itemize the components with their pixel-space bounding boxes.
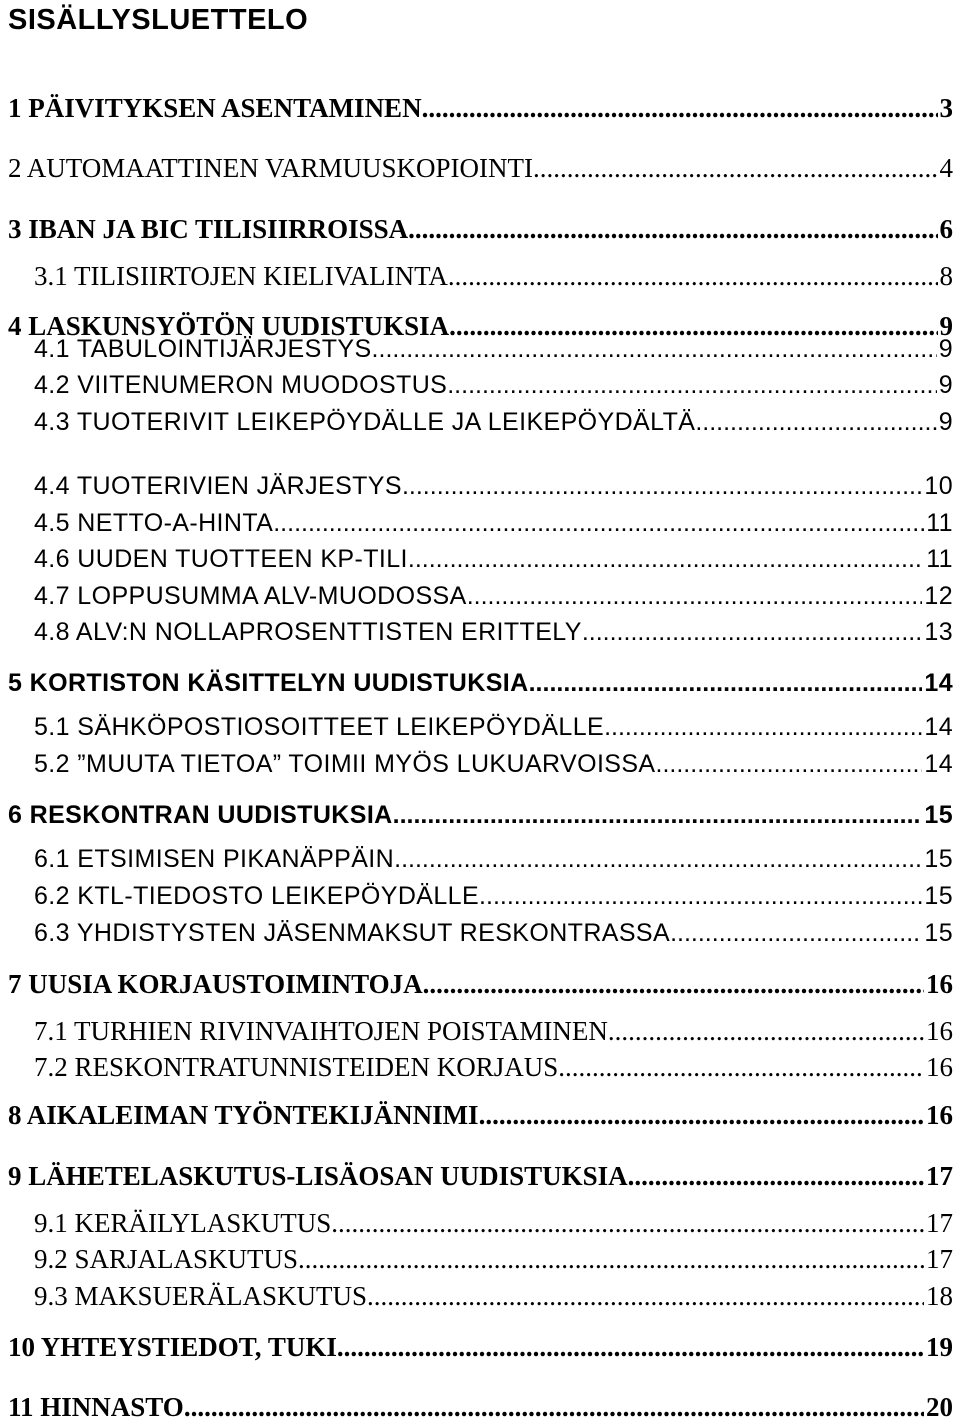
- toc-page-number: 16: [926, 969, 953, 999]
- toc-entry-title: 5 KORTISTON KÄSITTELYN UUDISTUKSIA: [8, 669, 529, 697]
- toc-dot-leader: [423, 966, 924, 1002]
- toc-entry[interactable]: [34, 841, 953, 877]
- toc-page-number: 18: [926, 1281, 953, 1311]
- toc-page-number: 19: [926, 1332, 953, 1362]
- toc-entry[interactable]: [8, 90, 953, 126]
- toc-entry-title: 2 AUTOMAATTINEN VARMUUSKOPIOINTI: [8, 153, 534, 183]
- toc-entry[interactable]: [34, 614, 953, 650]
- toc-entry[interactable]: [8, 1329, 953, 1365]
- toc-page-number: 6: [939, 214, 953, 244]
- toc-entry-title: 4.8 ALV:N NOLLAPROSENTTISTEN ERITTELY: [34, 618, 582, 646]
- toc-page-number: 8: [939, 261, 953, 291]
- toc-page-number: 9: [938, 335, 953, 363]
- toc-dot-leader: [337, 1329, 924, 1365]
- toc-dot-leader: [656, 746, 923, 782]
- toc-entry[interactable]: [34, 258, 953, 294]
- toc-entry[interactable]: [34, 915, 953, 951]
- toc-entry-title: 7 UUSIA KORJAUSTOIMINTOJA: [8, 969, 423, 999]
- toc-entry-title: 6 RESKONTRAN UUDISTUKSIA: [8, 801, 393, 829]
- toc-dot-leader: [467, 578, 923, 614]
- toc-dot-leader: [422, 90, 938, 126]
- toc-entry[interactable]: [34, 746, 953, 782]
- toc-page-number: 14: [924, 669, 953, 697]
- toc-dot-leader: [184, 1389, 924, 1425]
- toc-page-number: 12: [924, 582, 953, 610]
- toc-entry[interactable]: [8, 797, 953, 833]
- toc-entry[interactable]: [34, 1049, 953, 1085]
- toc-entry[interactable]: [34, 1205, 953, 1241]
- toc-entry[interactable]: [34, 367, 953, 403]
- toc-entry[interactable]: [8, 966, 953, 1002]
- toc-dot-leader: [604, 709, 922, 745]
- toc-page-number: 9: [938, 408, 953, 436]
- toc-entry-title: 3.1 TILISIIRTOJEN KIELIVALINTA: [34, 261, 448, 291]
- toc-entry-title: 1 PÄIVITYKSEN ASENTAMINEN: [8, 93, 422, 123]
- toc-entry-title: 8 AIKALEIMAN TYÖNTEKIJÄNNIMI: [8, 1100, 479, 1130]
- toc-entry[interactable]: [8, 665, 953, 701]
- toc-dot-leader: [367, 1278, 924, 1314]
- toc-entry[interactable]: [8, 211, 953, 247]
- toc-entry[interactable]: [8, 1097, 953, 1133]
- toc-entry-title: 6.3 YHDISTYSTEN JÄSENMAKSUT RESKONTRASSA: [34, 919, 671, 947]
- toc-dot-leader: [479, 1097, 924, 1133]
- toc-entry-title: 9.1 KERÄILYLASKUTUS: [34, 1208, 332, 1238]
- toc-entry-title: 9.3 MAKSUERÄLASKUTUS: [34, 1281, 368, 1311]
- toc-dot-leader: [529, 665, 923, 701]
- toc-dot-leader: [372, 331, 937, 367]
- toc-dot-leader: [582, 614, 923, 650]
- toc-page-number: 11: [926, 509, 953, 537]
- toc-dot-leader: [393, 797, 923, 833]
- toc-dot-leader: [331, 1205, 924, 1241]
- toc-page-number: 15: [924, 845, 953, 873]
- toc-dot-leader: [628, 1158, 924, 1194]
- toc-entry-title: 4.1 TABULOINTIJÄRJESTYS: [34, 335, 372, 363]
- toc-entry[interactable]: [34, 1278, 953, 1314]
- toc-dot-leader: [479, 878, 922, 914]
- toc-entry-title: 4.5 NETTO-A-HINTA: [34, 509, 274, 537]
- toc-page-number: 14: [924, 713, 953, 741]
- toc-page-number: 17: [926, 1161, 953, 1191]
- toc-entry[interactable]: [34, 468, 953, 504]
- toc-entry[interactable]: [34, 541, 953, 577]
- toc-dot-leader: [273, 505, 924, 541]
- toc-page-number: 13: [924, 618, 953, 646]
- toc-dot-leader: [402, 468, 922, 504]
- toc-entry-title: 4.3 TUOTERIVIT LEIKEPÖYDÄLLE JA LEIKEPÖYDÄLTÄ: [34, 408, 696, 436]
- toc-page-number: 15: [924, 882, 953, 910]
- toc-entry-title: 6.1 ETSIMISEN PIKANÄPPÄIN: [34, 845, 395, 873]
- toc-entry-title: 11 HINNASTO: [8, 1392, 184, 1422]
- toc-entry-title: 4 LASKUNSYÖTÖN UUDISTUKSIA: [8, 311, 450, 341]
- toc-page-number: 20: [926, 1392, 953, 1422]
- toc-page-number: 15: [924, 801, 953, 829]
- toc-heading: SISÄLLYSLUETTELO: [8, 4, 309, 36]
- toc-dot-leader: [408, 541, 924, 577]
- toc-page-number: 15: [924, 919, 953, 947]
- toc-dot-leader: [447, 367, 936, 403]
- toc-entry-title: 4.4 TUOTERIVIEN JÄRJESTYS: [34, 472, 402, 500]
- toc-entry[interactable]: [34, 709, 953, 745]
- toc-dot-leader: [695, 404, 936, 440]
- toc-dot-leader: [448, 258, 938, 294]
- toc-entry-title: 7.1 TURHIEN RIVINVAIHTOJEN POISTAMINEN: [34, 1016, 608, 1046]
- toc-entry-title: 5.1 SÄHKÖPOSTIOSOITTEET LEIKEPÖYDÄLLE: [34, 713, 605, 741]
- toc-dot-leader: [670, 915, 922, 951]
- toc-dot-leader: [558, 1049, 924, 1085]
- toc-entry[interactable]: [34, 505, 953, 541]
- toc-entry[interactable]: [8, 1389, 953, 1425]
- toc-page-number: 9: [938, 371, 953, 399]
- toc-dot-leader: [408, 211, 937, 247]
- toc-page-number: 17: [926, 1244, 953, 1274]
- toc-entry-title: 3 IBAN JA BIC TILISIIRROISSA: [8, 214, 409, 244]
- toc-entry-title: 9 LÄHETELASKUTUS-LISÄOSAN UUDISTUKSIA: [8, 1161, 628, 1191]
- toc-page-number: 16: [926, 1100, 953, 1130]
- toc-entry[interactable]: [8, 1158, 953, 1194]
- toc-dot-leader: [394, 841, 922, 877]
- toc-entry[interactable]: [34, 1013, 953, 1049]
- toc-entry[interactable]: [34, 404, 953, 440]
- toc-entry-title: 4.7 LOPPUSUMMA ALV-MUODOSSA: [34, 582, 467, 610]
- toc-entry[interactable]: [34, 331, 953, 367]
- toc-page-number: 10: [924, 472, 953, 500]
- toc-entry-title: 4.6 UUDEN TUOTTEEN KP-TILI: [34, 545, 408, 573]
- toc-entry[interactable]: [34, 1241, 953, 1277]
- toc-dot-leader: [533, 150, 937, 186]
- toc-page-number: 4: [939, 153, 953, 183]
- toc-entry-title: 9.2 SARJALASKUTUS: [34, 1244, 299, 1274]
- toc-page-number: 17: [926, 1208, 953, 1238]
- toc-entry-title: 4.2 VIITENUMERON MUODOSTUS: [34, 371, 448, 399]
- toc-entry-title: 7.2 RESKONTRATUNNISTEIDEN KORJAUS: [34, 1052, 559, 1082]
- toc-page-number: 16: [926, 1052, 953, 1082]
- toc-page-number: 16: [926, 1016, 953, 1046]
- toc-page-number: 11: [926, 545, 953, 573]
- toc-entry[interactable]: [34, 578, 953, 614]
- toc-entry-title: 10 YHTEYSTIEDOT, TUKI: [8, 1332, 337, 1362]
- toc-page-number: 3: [939, 93, 953, 123]
- toc-dot-leader: [608, 1013, 924, 1049]
- toc-entry-title: 5.2 ”MUUTA TIETOA” TOIMII MYÖS LUKUARVOISSA: [34, 750, 656, 778]
- toc-page-number: 9: [939, 311, 953, 341]
- toc-entry[interactable]: [8, 150, 953, 186]
- toc-entry[interactable]: [34, 878, 953, 914]
- toc-entry-title: 6.2 KTL-TIEDOSTO LEIKEPÖYDÄLLE: [34, 882, 480, 910]
- toc-dot-leader: [298, 1241, 924, 1277]
- toc-page-number: 14: [924, 750, 953, 778]
